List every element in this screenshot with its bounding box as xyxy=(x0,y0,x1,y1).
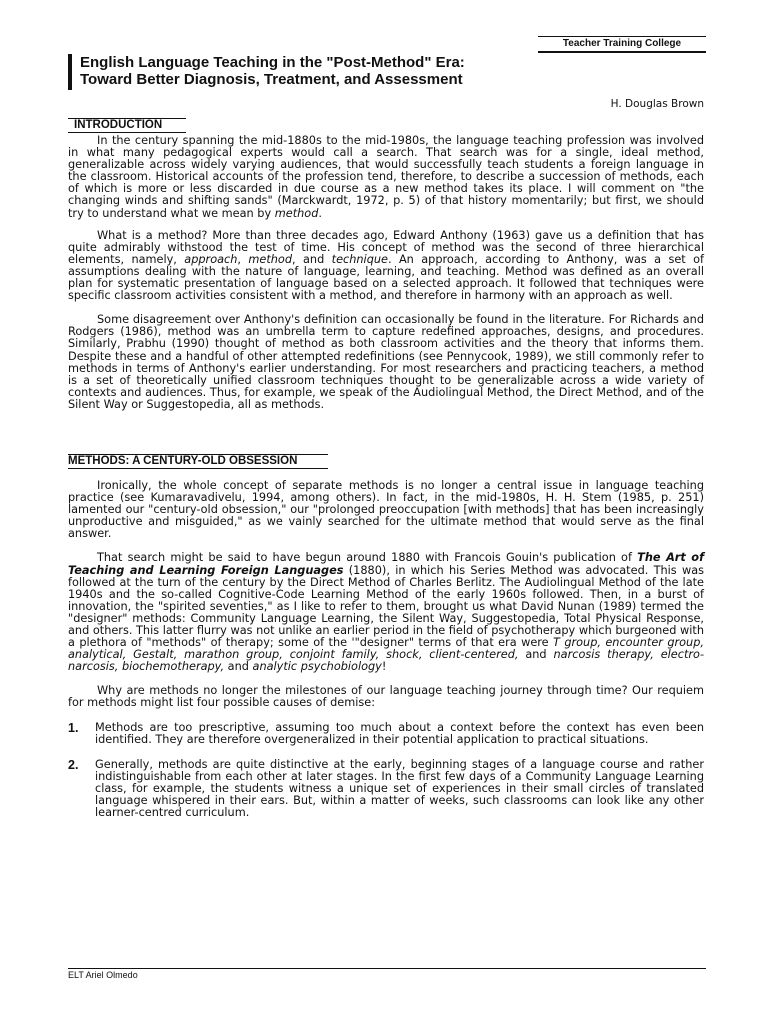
footer-text: ELT Ariel Olmedo xyxy=(68,970,138,980)
list-item xyxy=(68,722,704,746)
title-bar xyxy=(68,54,72,90)
list-item-text: Generally, methods are quite distinctive at the early, beginning stages of a language course and rather indistinguishable from each other at later stages. In the first few days of a Community Language Learning class, for example, the students witness a unique set of experiences in their small circles of translated language whispered in their ears. But, within a matter of weeks, such classrooms can look like any other learner-centred curriculum. xyxy=(95,757,704,820)
section-heading-introduction: INTRODUCTION xyxy=(68,118,186,133)
footer-divider xyxy=(68,968,706,969)
paragraph-6: Why are methods no longer the milestones of our language teaching journey through time? Our requiem for methods might list four possible causes of demise: xyxy=(68,684,704,710)
list-item-text: Methods are too prescriptive, assuming too much about a context before the context has even been identified. They are therefore overgeneralized in their potential application to practical situations. xyxy=(95,720,704,746)
paragraph-4: Ironically, the whole concept of separate methods is no longer a central issue in language teaching practice (see Kumaravadivelu, 1994, among others). In fact, in the mid-1980s, H. H. Stem (1985, p. 251) lamented our "century-old obsession," our "prolonged preoccupation [with methods] that has been increasingly unproductive and misguided," as we vainly searched for the ultimate method that would serve as the final answer. xyxy=(68,478,704,541)
document-body xyxy=(68,118,704,832)
paragraph-5: That search might be said to have begun around 1880 with Francois Gouin's publication of The Art of Teaching and Learning Foreign Languages (1880), in which his Series Method was advocated. This was followed at the turn of the century by the Direct Method of Charles Berlitz. The Audiolingual Method of the late 1940s and the so-called Cognitive-Code Learning Method of the early 1960s followed. Then, in a burst of innovation, the "spirited seventies," as I like to refer to them, brought us what David Nunan (1989) termed the "designer" methods: Community Language Learning, the Silent Way, Suggestopedia, Total Physical Response, and others. This latter flurry was not unlike an earlier period in the field of psychotherapy which burgeoned with a plethora of "methods" of therapy; some of the '"designer" terms of that era were T group, encounter group, analytical, Gestalt, marathon group, conjoint family, shock, client-centered, and narcosis therapy, electro-narcosis, biochemotherapy, and analytic psychobiology! xyxy=(68,551,705,674)
header-label: Teacher Training College xyxy=(538,36,706,53)
paragraph-3: Some disagreement over Anthony's definition can occasionally be found in the literature. For Richards and Rodgers (1986), method was an umbrella term to capture redefined approaches, designs, and procedures. Similarly, Prabhu (1990) thought of method as both classroom activities and the theory that informs them. Despite these and a handful of other attempted redefinitions (see Pennycook, 1989), we still commonly refer to methods in terms of Anthony's earlier understanding. For most researchers and practicing teachers, a method is a set of theoretically unified classroom techniques thought to be generalizable across a wide variety of contexts and audiences. Thus, for example, we speak of the Audiolingual Method, the Direct Method, and of the Silent Way or Suggestopedia, all as methods. xyxy=(68,313,704,411)
list-item-number: 2. xyxy=(68,757,79,772)
author-name: H. Douglas Brown xyxy=(610,98,704,110)
paragraph-1: In the century spanning the mid-1880s to the mid-1980s, the language teaching profession was involved in what many pedagogical experts would call a search. That search was for a single, ideal method, generalizable across widely varying audiences, that would successfully teach students a foreign language in the classroom. Historical accounts of the profession tend, therefore, to describe a succession of methods, each of which is more or less discarded in due course as a new method takes its place. I will comment on "the changing winds and shifting sands" (Marckwardt, 1972, p. 5) of that history momentarily; but first, we should try to understand what we mean by method. xyxy=(68,134,704,220)
list-item xyxy=(68,759,704,819)
page-title xyxy=(80,54,640,88)
list-item-number: 1. xyxy=(68,720,79,735)
paragraph-2: What is a method? More than three decades ago, Edward Anthony (1963) gave us a definition that has quite admirably withstood the test of time. His concept of method was the second of three hierarchical elements, namely, approach, method, and technique. An approach, according to Anthony, was a set of assumptions dealing with the nature of language, learning, and teaching. Method was defined as an overall plan for systematic presentation of language based on a selected approach. It followed that techniques were specific classroom activities consistent with a method, and therefore in harmony with an approach as well. xyxy=(68,228,704,303)
title-line-1: English Language Teaching in the "Post-Method" Era: xyxy=(80,54,465,71)
section-heading-methods: METHODS: A CENTURY-OLD OBSESSION xyxy=(68,454,328,469)
title-line-2: Toward Better Diagnosis, Treatment, and Assessment xyxy=(80,71,463,88)
